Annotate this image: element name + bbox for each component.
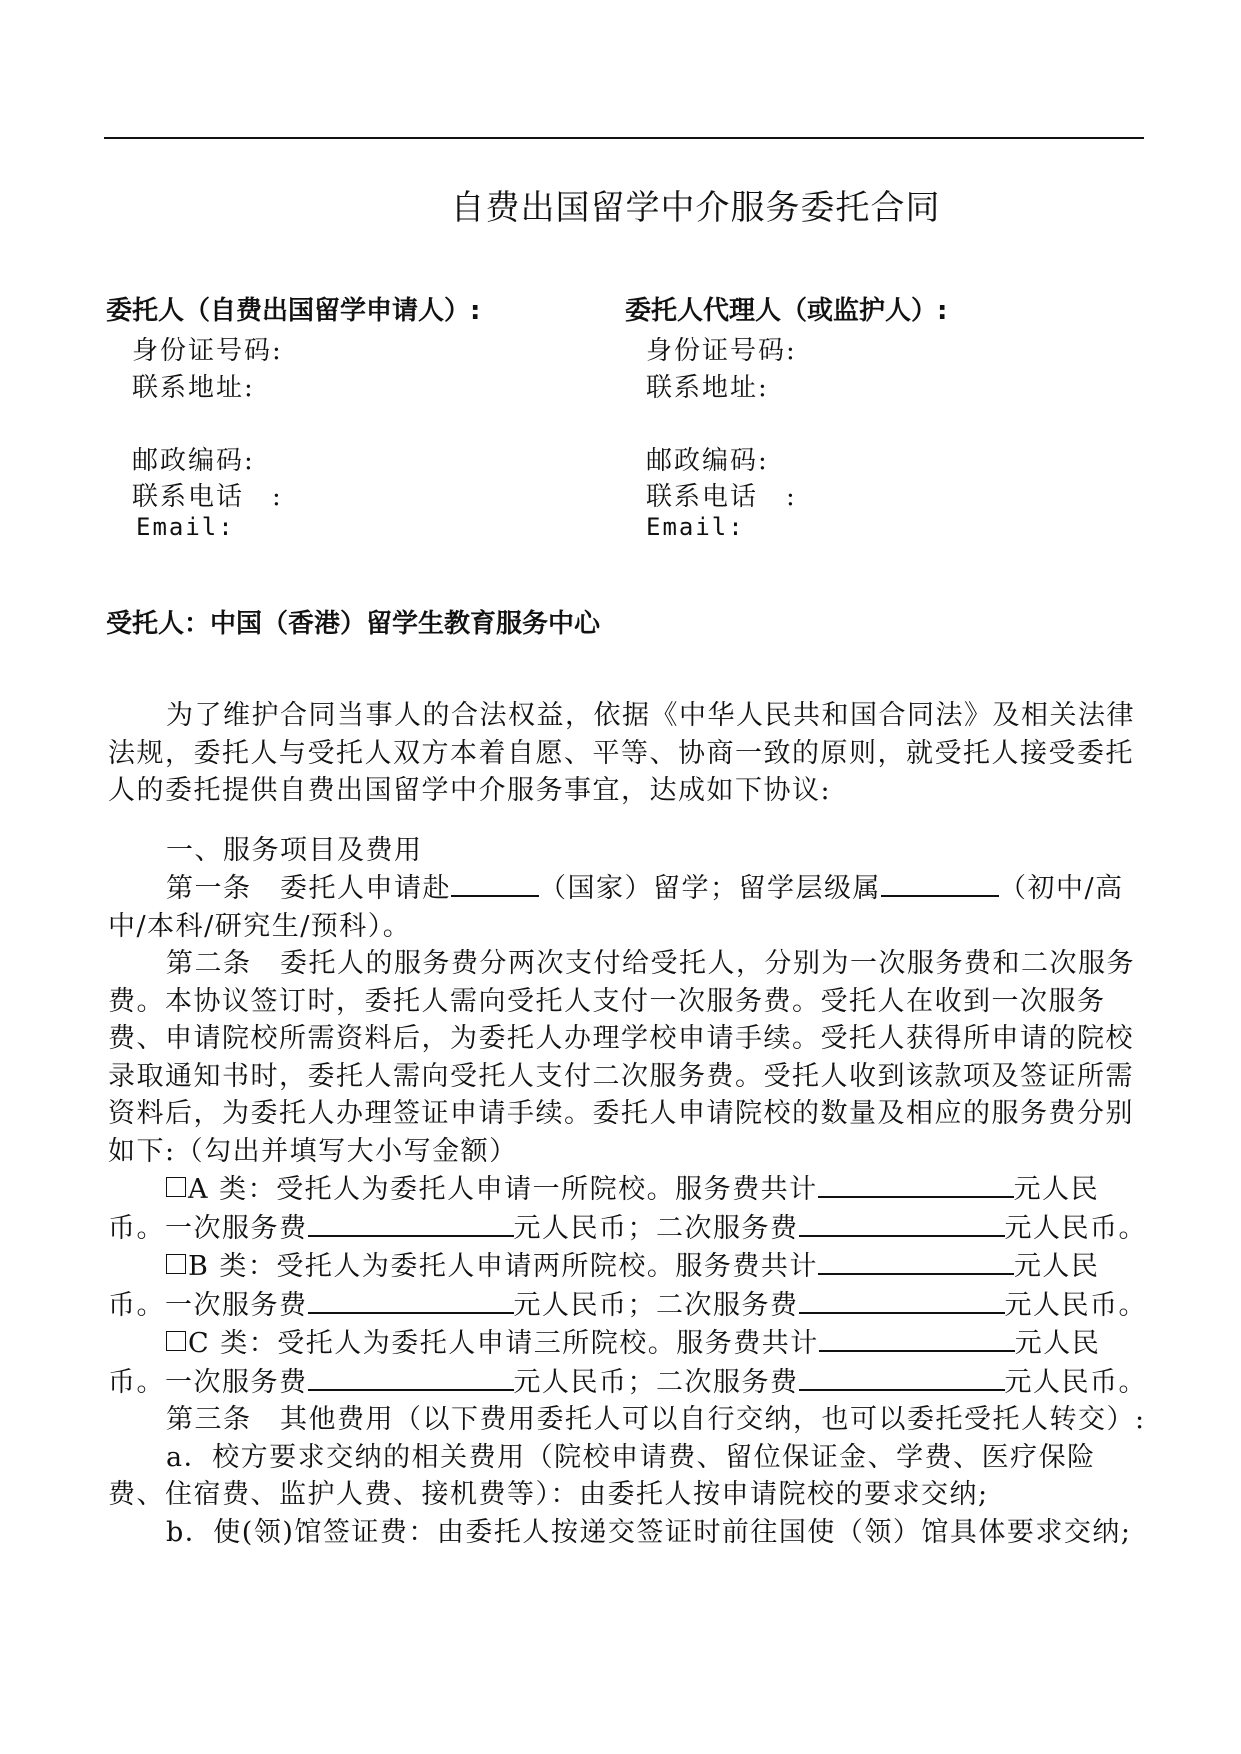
option-c-total-blank[interactable]	[819, 1324, 1015, 1352]
trustee-line: 受托人：中国（香港）留学生教育服务中心	[106, 609, 601, 639]
option-b-first-fee-blank[interactable]	[308, 1286, 514, 1314]
article-1: 第一条 委托人申请赴 （国家）留学；留学层级属 （初中/高中/本科/研究生/预科）。	[108, 869, 1148, 945]
item-b: b．使(领)馆签证费：由委托人按递交签证时前往国使（领）馆具体要求交纳;	[166, 1516, 1132, 1548]
agent-postcode-label: 邮政编码:	[646, 446, 769, 476]
option-c-checkbox[interactable]	[166, 1331, 186, 1351]
article-3: 第三条 其他费用（以下费用委托人可以自行交纳，也可以委托受托人转交）:	[166, 1404, 1146, 1435]
country-blank[interactable]	[451, 869, 539, 897]
principal-phone-label: 联系电话 :	[132, 482, 283, 512]
principal-email-label: Email:	[136, 513, 235, 541]
option-a: A 类：受托人为委托人申请一所院校。服务费共计 元人民币。一次服务费 元人民币；二次服务费 元人民币。	[108, 1170, 1148, 1247]
option-c-first-fee-blank[interactable]	[308, 1363, 514, 1391]
principal-postcode-label: 邮政编码:	[132, 446, 255, 476]
agent-address-label: 联系地址:	[646, 373, 769, 403]
option-a-checkbox[interactable]	[166, 1177, 186, 1197]
principal-id-label: 身份证号码:	[132, 336, 283, 366]
option-a-first-fee-blank[interactable]	[308, 1209, 514, 1237]
option-b-total-blank[interactable]	[818, 1247, 1014, 1275]
item-a: a．校方要求交纳的相关费用（院校申请费、留位保证金、学费、医疗保险费、住宿费、监护人费、接机费等）：由委托人按申请院校的要求交纳;	[108, 1441, 1096, 1510]
header-rule	[104, 137, 1144, 139]
agent-email-label: Email:	[646, 513, 745, 541]
section-heading: 一、服务项目及费用	[166, 834, 423, 866]
option-b-second-fee-blank[interactable]	[799, 1286, 1005, 1314]
option-b: B 类：受托人为委托人申请两所院校。服务费共计 元人民币。一次服务费 元人民币；二次服务费 元人民币。	[108, 1247, 1148, 1324]
option-a-total-blank[interactable]	[818, 1170, 1014, 1198]
principal-address-label: 联系地址:	[132, 373, 255, 403]
contract-body	[108, 697, 1148, 1551]
option-c: C 类：受托人为委托人申请三所院校。服务费共计 元人民币。一次服务费 元人民币；二次服务费 元人民币。	[108, 1324, 1148, 1401]
principal-heading: 委托人（自费出国留学申请人）:	[106, 296, 481, 326]
document-title: 自费出国留学中介服务委托合同	[450, 188, 941, 228]
option-a-second-fee-blank[interactable]	[799, 1209, 1005, 1237]
preamble-paragraph: 为了维护合同当事人的合法权益，依据《中华人民共和国合同法》及相关法律法规，委托人与受托人双方本着自愿、平等、协商一致的原则，就受托人接受委托人的委托提供自费出国留学中介服务事宜，达成如下协议:	[108, 700, 1135, 806]
agent-phone-label: 联系电话 :	[646, 482, 797, 512]
article-2: 第二条 委托人的服务费分两次支付给受托人，分别为一次服务费和二次服务费。本协议签订时，委托人需向受托人支付一次服务费。受托人在收到一次服务费、申请院校所需资料后，为委托人办理学校申请手续。受托人获得所申请的院校录取通知书时，委托人需向受托人支付二次服务费。受托人收到该款项及签证所需资料后，为委托人办理签证申请手续。委托人申请院校的数量及相应的服务费分别如下:（勾出并填写大小写金额）	[108, 948, 1135, 1167]
agent-heading: 委托人代理人（或监护人）:	[625, 296, 948, 326]
option-b-checkbox[interactable]	[166, 1254, 186, 1274]
option-c-second-fee-blank[interactable]	[799, 1363, 1005, 1391]
level-blank[interactable]	[881, 869, 999, 897]
agent-id-label: 身份证号码:	[646, 336, 797, 366]
